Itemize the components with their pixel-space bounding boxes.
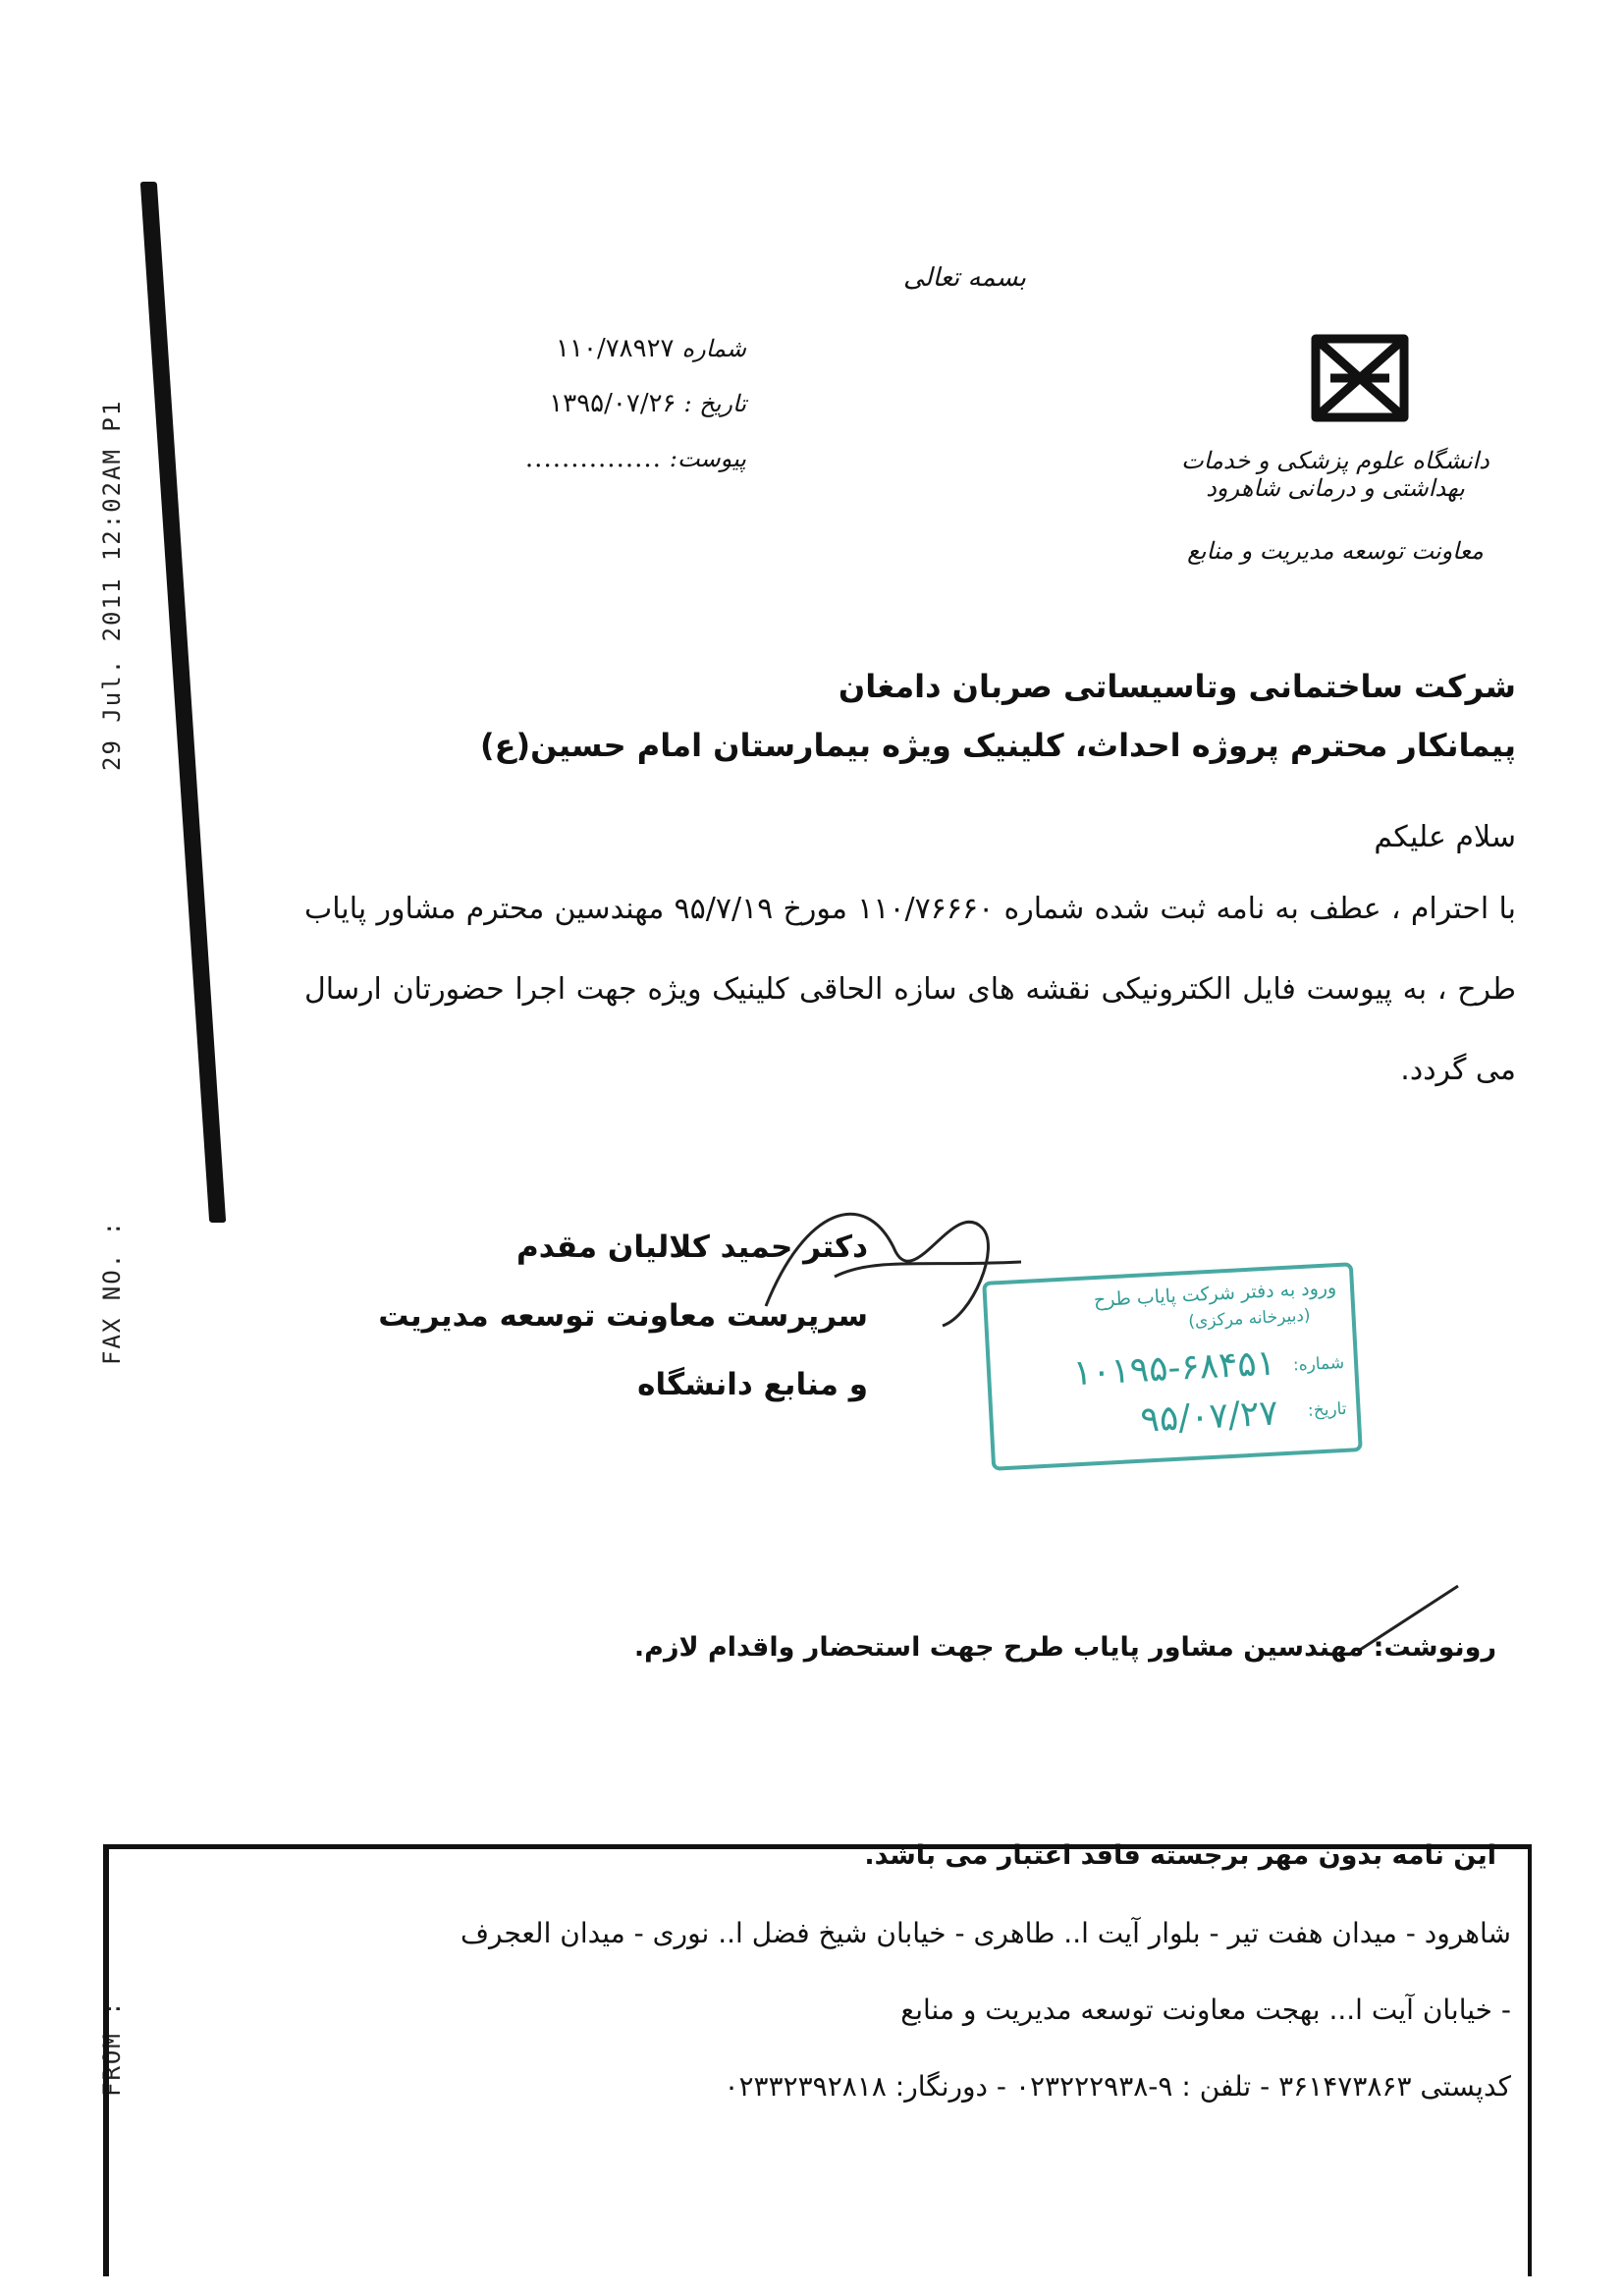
- letter-number-row: [432, 334, 746, 389]
- footer-address-line-1: شاهرود - میدان هفت تیر - بلوار آیت ا.. طاهری - خیابان شیخ فضل ا.. نوری - میدان العجرف: [460, 1917, 1511, 1949]
- greeting: سلام علیکم: [1374, 820, 1516, 854]
- carbon-copy-line: رونوشت: مهندسین مشاور پایاب طرح جهت استحضار واقدام لازم.: [633, 1632, 1496, 1663]
- stamp-title: ورود به دفتر شرکت پایاب طرح: [1093, 1277, 1337, 1312]
- letter-date-value: ۱۳۹۵/۰۷/۲۶: [549, 389, 677, 418]
- letter-attachment-label: پیوست:: [669, 445, 746, 472]
- invocation-heading: بسمه تعالی: [903, 263, 1026, 293]
- letter-date-row: [432, 389, 746, 444]
- footer-contact-line: کدپستی ۳۶۱۴۷۳۸۶۳ - تلفن : ۹-۰۲۳۲۲۲۹۳۸ - دورنگار: ۰۲۳۳۲۳۹۲۸۱۸: [724, 2070, 1511, 2103]
- stamp-date-value: ۹۵/۰۷/۲۷: [1139, 1393, 1279, 1441]
- organization-block: [1139, 447, 1532, 565]
- letter-body: با احترام ، عطف به نامه ثبت شده شماره ۱۱۰/۷۶۶۶۰ مورخ ۹۵/۷/۱۹ مهندسین محترم مشاور پایاب طرح ، به پیوست فایل الکترونیکی نقشه های سازه الحاقی کلینیک ویژه جهت اجرا حضورتان ارسال می گردد.: [304, 892, 1516, 1087]
- letter-number-label: شماره: [681, 335, 746, 362]
- stamp-number-label: شماره:: [1292, 1352, 1345, 1376]
- fax-header: 29 Jul. 2011 12:02AM P1: [98, 399, 126, 771]
- letter-meta: [432, 334, 746, 499]
- signature-block: [378, 1213, 868, 1419]
- recipient-role: پیمانکار محترم پروژه احداث، کلینیک ویژه بیمارستان امام حسین(ع): [480, 727, 1516, 764]
- letter-attachment-row: [432, 444, 746, 499]
- recipient-company: شرکت ساختمانی وتاسیساتی صربان دامغان: [838, 668, 1516, 705]
- footer-address-line-2: - خیابان آیت ا... بهجت معاونت توسعه مدیریت و منابع: [900, 1994, 1511, 2026]
- fax-number-label: FAX NO. :: [98, 1219, 126, 1365]
- letter-number-value: ۱۱۰/۷۸۹۲۷: [556, 334, 675, 363]
- organization-department: معاونت توسعه مدیریت و منابع: [1187, 537, 1484, 565]
- receipt-stamp: [982, 1262, 1363, 1471]
- organization-name: دانشگاه علوم پزشکی و خدمات بهداشتی و درمانی شاهرود: [1181, 447, 1489, 502]
- stamp-subtitle: (دبیرخانه مرکزی): [1187, 1305, 1311, 1333]
- signatory-title: سرپرست معاونت توسعه مدیریت: [378, 1298, 868, 1334]
- footer-address: [460, 1895, 1511, 2125]
- letter-attachment-value: ...............: [524, 444, 662, 473]
- fax-edge-line: [140, 182, 226, 1223]
- signatory-title-2: و منابع دانشگاه: [637, 1367, 868, 1402]
- letter-date-label: تاریخ :: [683, 390, 746, 417]
- signatory-name: دکتر حمید کلالیان مقدم: [515, 1230, 868, 1265]
- stamp-number-value: ۱۰۱۹۵-۶۸۴۵۱: [1071, 1342, 1277, 1394]
- validity-notice: این نامه بدون مهر برجسته فاقد اعتبار می باشد.: [864, 1840, 1496, 1871]
- fax-from-label: FROM :: [98, 1999, 126, 2097]
- university-logo-icon: [1301, 324, 1419, 432]
- stamp-date-label: تاریخ:: [1307, 1398, 1348, 1421]
